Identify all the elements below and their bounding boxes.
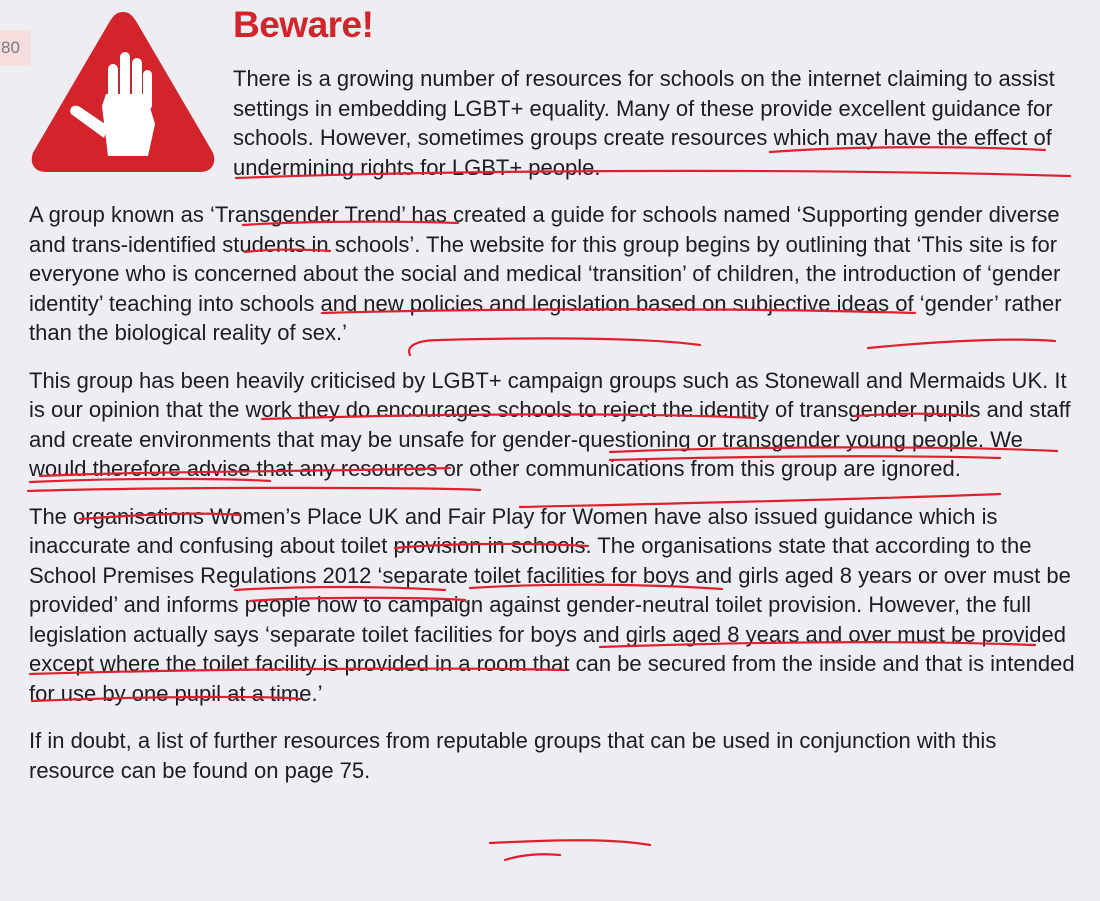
warning-hand-icon (28, 6, 218, 176)
intro-paragraph: There is a growing number of resources for schools on the internet claiming to assist settings in embedding LGBT+ equality. Many of these provide excellent guidance for schools. However, sometimes groups create resources which may have the effect of undermining rights for LGBT+ people. (233, 66, 1055, 180)
body-text (29, 200, 1079, 803)
paragraph-toilet-provision: The organisations Women’s Place UK and Fair Play for Women have also issued guidance which is inaccurate and confusing about toilet provision in schools. The organisations state that according to the School Premises Regulations 2012 ‘separate toilet facilities for boys and girls aged 8 years or over must be provided’ and informs people how to campaign against gender-neutral toilet provision. However, the full legislation actually says ‘separate toilet facilities for boys and girls aged 8 years and over must be provided except where the toilet facility is provided in a room that can be secured from the inside and that is intended for use by one pupil at a time.’ (29, 503, 1075, 706)
paragraph-further-resources: If in doubt, a list of further resources from reputable groups that can be used in conjunction with this resource can be found on page 75. (29, 728, 997, 783)
page-number: 80 (0, 30, 31, 66)
paragraph-criticism: This group has been heavily criticised by LGBT+ campaign groups such as Stonewall and Mermaids UK. It is our opinion that the work they do encourages schools to reject the identity of transgender pupils and staff and create environments that may be unsafe for gender-questioning or transgender young people. We would therefore advise that any resources or other communications from this group are ignored. (29, 367, 1071, 481)
page-title: Beware! (233, 4, 374, 45)
paragraph-transgender-trend: A group known as ‘Transgender Trend’ has created a guide for schools named ‘Supporting gender diverse and trans-identified students in schools’. The website for this group begins by outlining that ‘This site is for everyone who is concerned about the social and medical ‘transition’ of children, the introduction of ‘gender identity’ teaching into schools and new policies and legislation based on subjective ideas of ‘gender’ rather than the biological reality of sex.’ (29, 202, 1062, 345)
